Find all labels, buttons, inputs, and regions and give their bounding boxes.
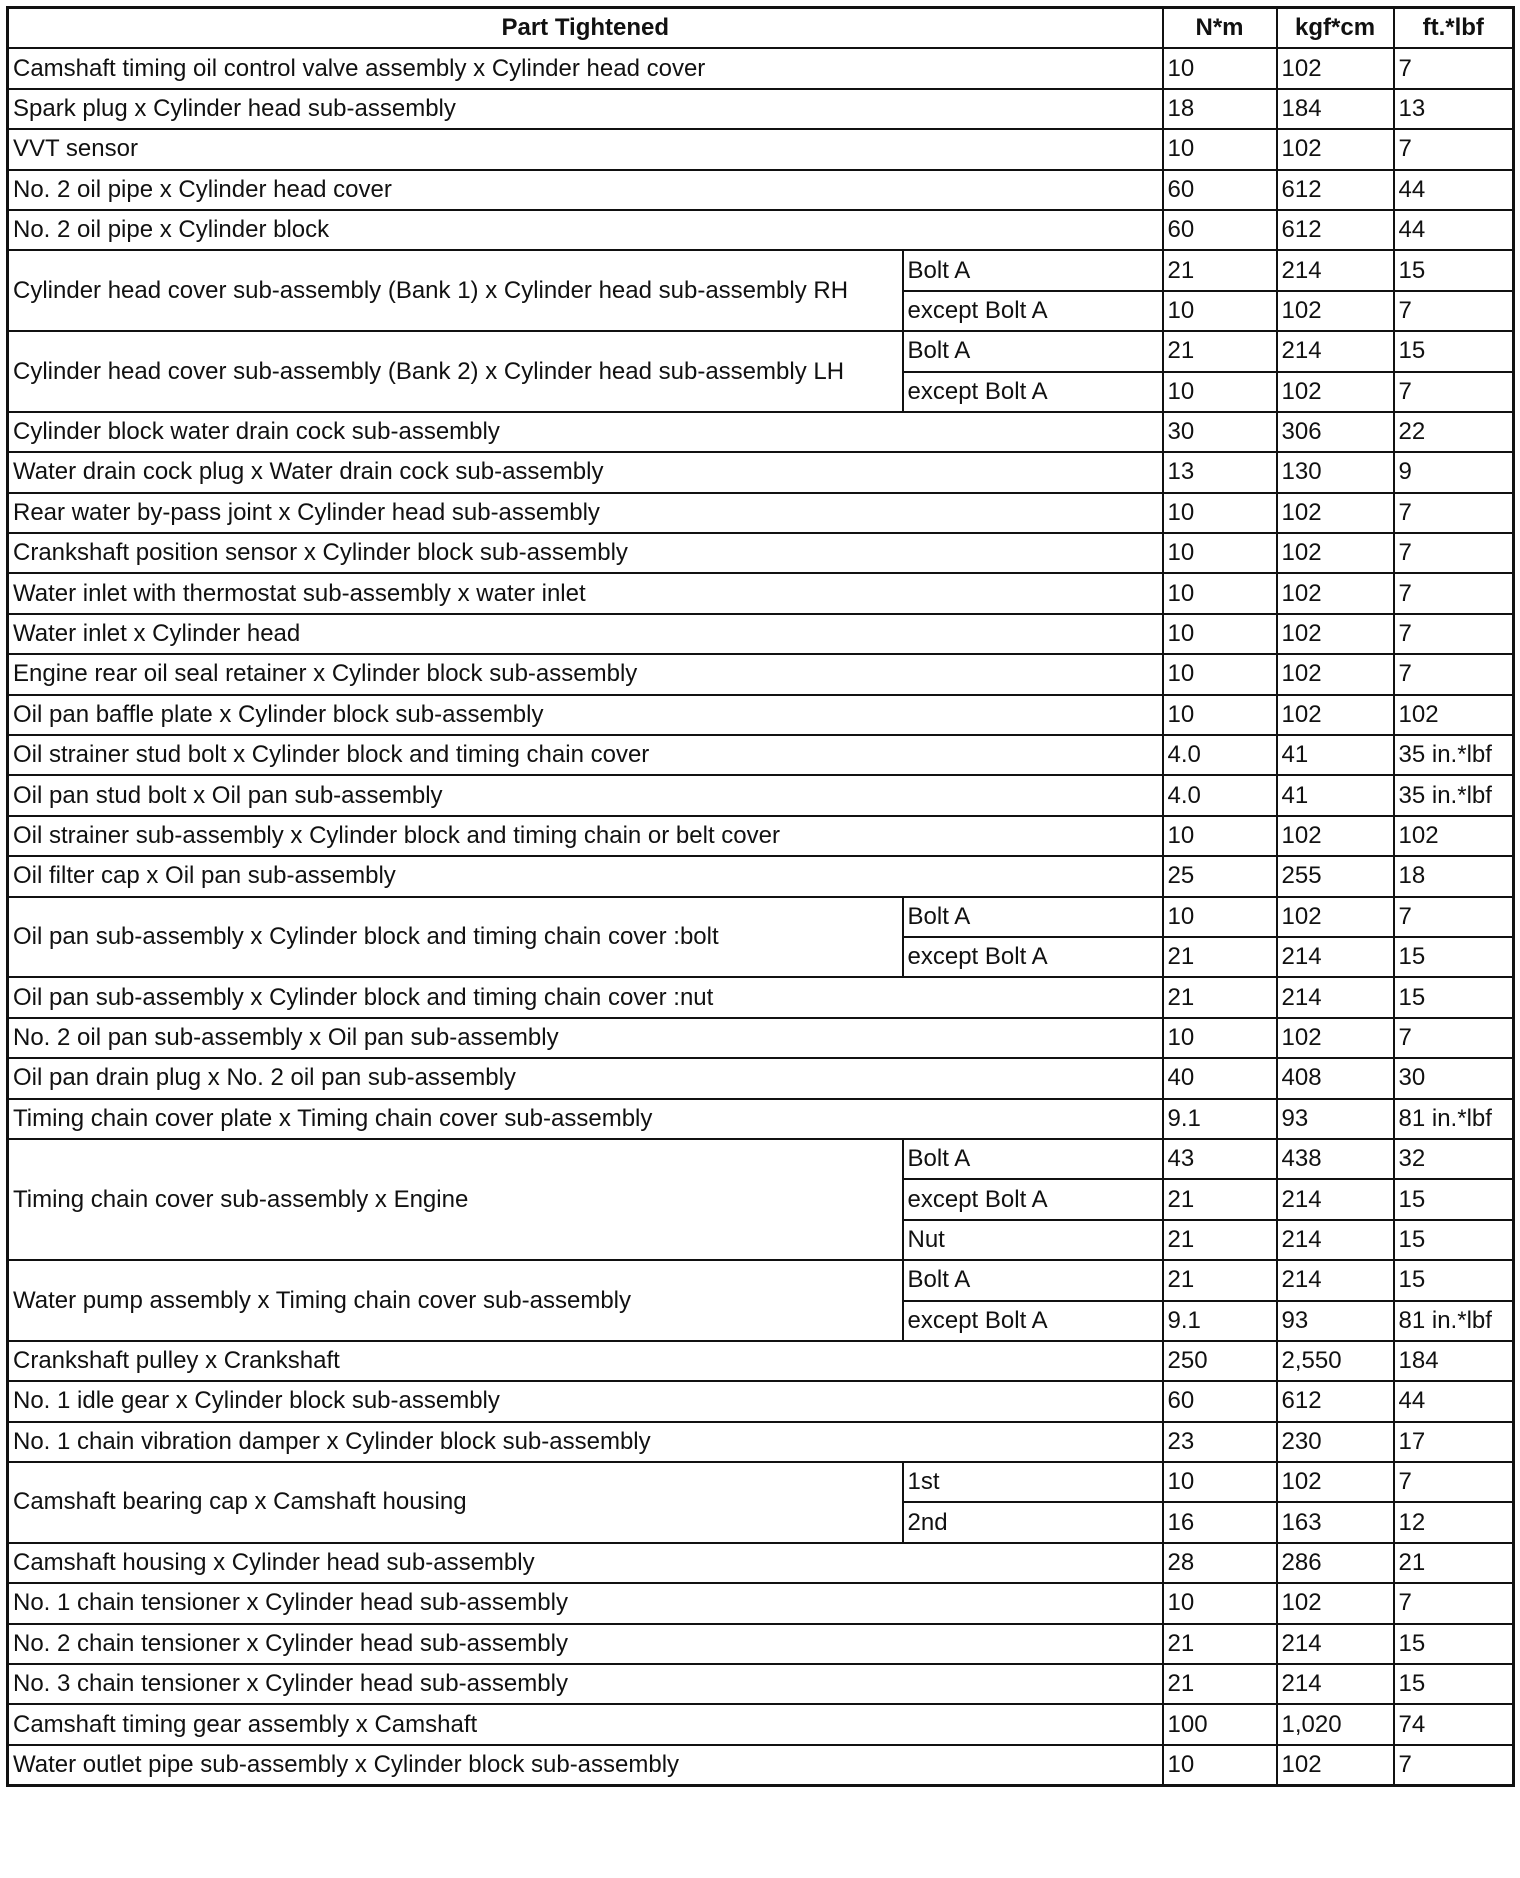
table-row bbox=[8, 1704, 1514, 1744]
part-tightened-cell: No. 2 chain tensioner x Cylinder head sub-assembly bbox=[8, 1624, 1163, 1664]
torque-kgf-cm-cell: 1,020 bbox=[1277, 1704, 1394, 1744]
torque-kgf-cm-cell: 214 bbox=[1277, 1260, 1394, 1300]
torque-kgf-cm-cell: 102 bbox=[1277, 695, 1394, 735]
torque-ft-lbf-cell: 7 bbox=[1394, 897, 1514, 937]
part-tightened-cell: Water pump assembly x Timing chain cover sub-assembly bbox=[8, 1260, 903, 1341]
table-row bbox=[8, 89, 1514, 129]
fastener-condition-cell: except Bolt A bbox=[903, 291, 1163, 331]
table-row bbox=[8, 775, 1514, 815]
torque-nm-cell: 10 bbox=[1163, 372, 1277, 412]
table-row bbox=[8, 1422, 1514, 1462]
torque-nm-cell: 10 bbox=[1163, 291, 1277, 331]
torque-kgf-cm-cell: 41 bbox=[1277, 735, 1394, 775]
torque-kgf-cm-cell: 93 bbox=[1277, 1301, 1394, 1341]
part-tightened-cell: Water outlet pipe sub-assembly x Cylinder block sub-assembly bbox=[8, 1745, 1163, 1786]
torque-nm-cell: 10 bbox=[1163, 1745, 1277, 1786]
torque-ft-lbf-cell: 7 bbox=[1394, 493, 1514, 533]
torque-kgf-cm-cell: 612 bbox=[1277, 170, 1394, 210]
table-row bbox=[8, 170, 1514, 210]
torque-nm-cell: 10 bbox=[1163, 1462, 1277, 1502]
torque-kgf-cm-cell: 438 bbox=[1277, 1139, 1394, 1179]
torque-ft-lbf-cell: 15 bbox=[1394, 1664, 1514, 1704]
part-tightened-cell: Oil pan sub-assembly x Cylinder block and timing chain cover :nut bbox=[8, 977, 1163, 1017]
torque-kgf-cm-cell: 286 bbox=[1277, 1543, 1394, 1583]
torque-kgf-cm-cell: 214 bbox=[1277, 977, 1394, 1017]
part-tightened-cell: VVT sensor bbox=[8, 129, 1163, 169]
torque-kgf-cm-cell: 2,550 bbox=[1277, 1341, 1394, 1381]
table-row bbox=[8, 250, 1514, 290]
fastener-condition-cell: except Bolt A bbox=[903, 1179, 1163, 1219]
part-tightened-cell: Crankshaft pulley x Crankshaft bbox=[8, 1341, 1163, 1381]
torque-nm-cell: 23 bbox=[1163, 1422, 1277, 1462]
torque-ft-lbf-cell: 32 bbox=[1394, 1139, 1514, 1179]
table-row bbox=[8, 1018, 1514, 1058]
torque-kgf-cm-cell: 306 bbox=[1277, 412, 1394, 452]
part-tightened-cell: Rear water by-pass joint x Cylinder head sub-assembly bbox=[8, 493, 1163, 533]
table-row bbox=[8, 856, 1514, 896]
part-tightened-cell: Cylinder block water drain cock sub-assembly bbox=[8, 412, 1163, 452]
torque-ft-lbf-cell: 15 bbox=[1394, 1624, 1514, 1664]
torque-nm-cell: 60 bbox=[1163, 210, 1277, 250]
torque-kgf-cm-cell: 102 bbox=[1277, 48, 1394, 88]
table-row bbox=[8, 1099, 1514, 1139]
part-tightened-cell: Oil pan stud bolt x Oil pan sub-assembly bbox=[8, 775, 1163, 815]
torque-nm-cell: 21 bbox=[1163, 1260, 1277, 1300]
torque-nm-cell: 10 bbox=[1163, 533, 1277, 573]
fastener-condition-cell: Nut bbox=[903, 1220, 1163, 1260]
torque-ft-lbf-cell: 35 in.*lbf bbox=[1394, 735, 1514, 775]
torque-ft-lbf-cell: 9 bbox=[1394, 452, 1514, 492]
table-row bbox=[8, 331, 1514, 371]
table-row bbox=[8, 493, 1514, 533]
torque-nm-cell: 10 bbox=[1163, 614, 1277, 654]
torque-nm-cell: 21 bbox=[1163, 1220, 1277, 1260]
torque-nm-cell: 40 bbox=[1163, 1058, 1277, 1098]
part-tightened-cell: No. 1 idle gear x Cylinder block sub-assembly bbox=[8, 1381, 1163, 1421]
torque-nm-cell: 250 bbox=[1163, 1341, 1277, 1381]
table-row bbox=[8, 1058, 1514, 1098]
torque-kgf-cm-cell: 41 bbox=[1277, 775, 1394, 815]
table-row bbox=[8, 977, 1514, 1017]
torque-kgf-cm-cell: 214 bbox=[1277, 331, 1394, 371]
torque-kgf-cm-cell: 214 bbox=[1277, 250, 1394, 290]
torque-kgf-cm-cell: 102 bbox=[1277, 1745, 1394, 1786]
torque-ft-lbf-cell: 12 bbox=[1394, 1502, 1514, 1542]
torque-ft-lbf-cell: 44 bbox=[1394, 210, 1514, 250]
table-row bbox=[8, 1664, 1514, 1704]
part-tightened-cell: Spark plug x Cylinder head sub-assembly bbox=[8, 89, 1163, 129]
torque-kgf-cm-cell: 214 bbox=[1277, 1624, 1394, 1664]
table-row bbox=[8, 48, 1514, 88]
fastener-condition-cell: Bolt A bbox=[903, 1260, 1163, 1300]
torque-ft-lbf-cell: 30 bbox=[1394, 1058, 1514, 1098]
table-row bbox=[8, 129, 1514, 169]
part-tightened-cell: Camshaft housing x Cylinder head sub-assembly bbox=[8, 1543, 1163, 1583]
torque-kgf-cm-cell: 102 bbox=[1277, 573, 1394, 613]
torque-ft-lbf-cell: 102 bbox=[1394, 695, 1514, 735]
torque-kgf-cm-cell: 93 bbox=[1277, 1099, 1394, 1139]
fastener-condition-cell: Bolt A bbox=[903, 897, 1163, 937]
torque-kgf-cm-cell: 230 bbox=[1277, 1422, 1394, 1462]
torque-kgf-cm-cell: 102 bbox=[1277, 1462, 1394, 1502]
fastener-condition-cell: except Bolt A bbox=[903, 1301, 1163, 1341]
torque-ft-lbf-cell: 7 bbox=[1394, 48, 1514, 88]
torque-nm-cell: 21 bbox=[1163, 1664, 1277, 1704]
torque-nm-cell: 100 bbox=[1163, 1704, 1277, 1744]
torque-ft-lbf-cell: 7 bbox=[1394, 129, 1514, 169]
table-row bbox=[8, 1139, 1514, 1179]
fastener-condition-cell: Bolt A bbox=[903, 331, 1163, 371]
torque-nm-cell: 4.0 bbox=[1163, 735, 1277, 775]
part-tightened-cell: Oil strainer stud bolt x Cylinder block and timing chain cover bbox=[8, 735, 1163, 775]
torque-kgf-cm-cell: 102 bbox=[1277, 654, 1394, 694]
part-tightened-cell: Oil pan drain plug x No. 2 oil pan sub-assembly bbox=[8, 1058, 1163, 1098]
part-tightened-cell: Oil filter cap x Oil pan sub-assembly bbox=[8, 856, 1163, 896]
table-row bbox=[8, 1624, 1514, 1664]
torque-nm-cell: 10 bbox=[1163, 1583, 1277, 1623]
torque-nm-cell: 21 bbox=[1163, 1179, 1277, 1219]
torque-kgf-cm-cell: 102 bbox=[1277, 129, 1394, 169]
torque-ft-lbf-cell: 35 in.*lbf bbox=[1394, 775, 1514, 815]
part-tightened-cell: No. 3 chain tensioner x Cylinder head sub-assembly bbox=[8, 1664, 1163, 1704]
torque-kgf-cm-cell: 102 bbox=[1277, 897, 1394, 937]
table-body bbox=[8, 48, 1514, 1785]
part-tightened-cell: Camshaft timing oil control valve assembly x Cylinder head cover bbox=[8, 48, 1163, 88]
table-row bbox=[8, 210, 1514, 250]
table-row bbox=[8, 1381, 1514, 1421]
torque-nm-cell: 21 bbox=[1163, 1624, 1277, 1664]
torque-nm-cell: 43 bbox=[1163, 1139, 1277, 1179]
torque-kgf-cm-cell: 214 bbox=[1277, 1220, 1394, 1260]
torque-ft-lbf-cell: 7 bbox=[1394, 1462, 1514, 1502]
part-tightened-cell: No. 2 oil pan sub-assembly x Oil pan sub-assembly bbox=[8, 1018, 1163, 1058]
table-row bbox=[8, 1260, 1514, 1300]
part-tightened-cell: Oil pan baffle plate x Cylinder block sub-assembly bbox=[8, 695, 1163, 735]
table-header-row bbox=[8, 8, 1514, 49]
torque-kgf-cm-cell: 184 bbox=[1277, 89, 1394, 129]
table-row bbox=[8, 1462, 1514, 1502]
torque-spec-table-container bbox=[6, 6, 1515, 1787]
torque-nm-cell: 9.1 bbox=[1163, 1099, 1277, 1139]
torque-ft-lbf-cell: 15 bbox=[1394, 250, 1514, 290]
torque-nm-cell: 10 bbox=[1163, 48, 1277, 88]
torque-ft-lbf-cell: 15 bbox=[1394, 1179, 1514, 1219]
torque-nm-cell: 21 bbox=[1163, 250, 1277, 290]
table-row bbox=[8, 1745, 1514, 1786]
part-tightened-cell: Timing chain cover sub-assembly x Engine bbox=[8, 1139, 903, 1260]
table-row bbox=[8, 412, 1514, 452]
part-tightened-cell: Oil pan sub-assembly x Cylinder block and timing chain cover :bolt bbox=[8, 897, 903, 978]
table-row bbox=[8, 695, 1514, 735]
torque-spec-table bbox=[6, 6, 1515, 1787]
torque-ft-lbf-cell: 15 bbox=[1394, 1220, 1514, 1260]
part-tightened-cell: Camshaft bearing cap x Camshaft housing bbox=[8, 1462, 903, 1543]
torque-kgf-cm-cell: 612 bbox=[1277, 1381, 1394, 1421]
torque-ft-lbf-cell: 74 bbox=[1394, 1704, 1514, 1744]
part-tightened-cell: Timing chain cover plate x Timing chain cover sub-assembly bbox=[8, 1099, 1163, 1139]
part-tightened-cell: Water inlet x Cylinder head bbox=[8, 614, 1163, 654]
part-tightened-cell: Water inlet with thermostat sub-assembly x water inlet bbox=[8, 573, 1163, 613]
torque-nm-cell: 13 bbox=[1163, 452, 1277, 492]
torque-ft-lbf-cell: 7 bbox=[1394, 1745, 1514, 1786]
torque-nm-cell: 10 bbox=[1163, 654, 1277, 694]
torque-kgf-cm-cell: 102 bbox=[1277, 372, 1394, 412]
torque-nm-cell: 10 bbox=[1163, 493, 1277, 533]
torque-ft-lbf-cell: 7 bbox=[1394, 533, 1514, 573]
table-row bbox=[8, 816, 1514, 856]
torque-ft-lbf-cell: 7 bbox=[1394, 1583, 1514, 1623]
torque-kgf-cm-cell: 102 bbox=[1277, 1583, 1394, 1623]
torque-ft-lbf-cell: 44 bbox=[1394, 170, 1514, 210]
fastener-condition-cell: 1st bbox=[903, 1462, 1163, 1502]
fastener-condition-cell: except Bolt A bbox=[903, 937, 1163, 977]
header-ft-lbf: ft.*lbf bbox=[1394, 8, 1514, 49]
torque-ft-lbf-cell: 7 bbox=[1394, 1018, 1514, 1058]
table-row bbox=[8, 735, 1514, 775]
torque-nm-cell: 21 bbox=[1163, 937, 1277, 977]
torque-kgf-cm-cell: 612 bbox=[1277, 210, 1394, 250]
part-tightened-cell: No. 2 oil pipe x Cylinder block bbox=[8, 210, 1163, 250]
torque-nm-cell: 60 bbox=[1163, 1381, 1277, 1421]
torque-ft-lbf-cell: 44 bbox=[1394, 1381, 1514, 1421]
torque-nm-cell: 10 bbox=[1163, 695, 1277, 735]
torque-nm-cell: 10 bbox=[1163, 129, 1277, 169]
torque-ft-lbf-cell: 15 bbox=[1394, 937, 1514, 977]
torque-nm-cell: 21 bbox=[1163, 977, 1277, 1017]
torque-ft-lbf-cell: 15 bbox=[1394, 1260, 1514, 1300]
header-kgf-cm: kgf*cm bbox=[1277, 8, 1394, 49]
table-row bbox=[8, 452, 1514, 492]
torque-ft-lbf-cell: 7 bbox=[1394, 291, 1514, 331]
torque-ft-lbf-cell: 22 bbox=[1394, 412, 1514, 452]
table-row bbox=[8, 573, 1514, 613]
torque-nm-cell: 60 bbox=[1163, 170, 1277, 210]
torque-nm-cell: 9.1 bbox=[1163, 1301, 1277, 1341]
torque-nm-cell: 16 bbox=[1163, 1502, 1277, 1542]
torque-ft-lbf-cell: 15 bbox=[1394, 977, 1514, 1017]
torque-nm-cell: 10 bbox=[1163, 897, 1277, 937]
part-tightened-cell: No. 2 oil pipe x Cylinder head cover bbox=[8, 170, 1163, 210]
torque-nm-cell: 25 bbox=[1163, 856, 1277, 896]
torque-ft-lbf-cell: 184 bbox=[1394, 1341, 1514, 1381]
torque-ft-lbf-cell: 18 bbox=[1394, 856, 1514, 896]
torque-ft-lbf-cell: 81 in.*lbf bbox=[1394, 1099, 1514, 1139]
fastener-condition-cell: except Bolt A bbox=[903, 372, 1163, 412]
torque-ft-lbf-cell: 15 bbox=[1394, 331, 1514, 371]
part-tightened-cell: Cylinder head cover sub-assembly (Bank 1) x Cylinder head sub-assembly RH bbox=[8, 250, 903, 331]
torque-nm-cell: 10 bbox=[1163, 1018, 1277, 1058]
table-row bbox=[8, 897, 1514, 937]
table-row bbox=[8, 654, 1514, 694]
torque-kgf-cm-cell: 102 bbox=[1277, 493, 1394, 533]
part-tightened-cell: No. 1 chain tensioner x Cylinder head sub-assembly bbox=[8, 1583, 1163, 1623]
torque-kgf-cm-cell: 408 bbox=[1277, 1058, 1394, 1098]
torque-ft-lbf-cell: 7 bbox=[1394, 573, 1514, 613]
torque-kgf-cm-cell: 214 bbox=[1277, 937, 1394, 977]
part-tightened-cell: Water drain cock plug x Water drain cock sub-assembly bbox=[8, 452, 1163, 492]
fastener-condition-cell: Bolt A bbox=[903, 250, 1163, 290]
torque-nm-cell: 10 bbox=[1163, 816, 1277, 856]
part-tightened-cell: Crankshaft position sensor x Cylinder block sub-assembly bbox=[8, 533, 1163, 573]
torque-nm-cell: 18 bbox=[1163, 89, 1277, 129]
torque-ft-lbf-cell: 7 bbox=[1394, 614, 1514, 654]
torque-nm-cell: 4.0 bbox=[1163, 775, 1277, 815]
part-tightened-cell: Camshaft timing gear assembly x Camshaft bbox=[8, 1704, 1163, 1744]
part-tightened-cell: No. 1 chain vibration damper x Cylinder block sub-assembly bbox=[8, 1422, 1163, 1462]
part-tightened-cell: Oil strainer sub-assembly x Cylinder block and timing chain or belt cover bbox=[8, 816, 1163, 856]
table-row bbox=[8, 614, 1514, 654]
torque-kgf-cm-cell: 102 bbox=[1277, 614, 1394, 654]
torque-kgf-cm-cell: 255 bbox=[1277, 856, 1394, 896]
part-tightened-cell: Cylinder head cover sub-assembly (Bank 2) x Cylinder head sub-assembly LH bbox=[8, 331, 903, 412]
torque-ft-lbf-cell: 7 bbox=[1394, 372, 1514, 412]
fastener-condition-cell: Bolt A bbox=[903, 1139, 1163, 1179]
torque-kgf-cm-cell: 214 bbox=[1277, 1664, 1394, 1704]
table-row bbox=[8, 1341, 1514, 1381]
table-row bbox=[8, 533, 1514, 573]
torque-ft-lbf-cell: 17 bbox=[1394, 1422, 1514, 1462]
torque-ft-lbf-cell: 21 bbox=[1394, 1543, 1514, 1583]
torque-nm-cell: 21 bbox=[1163, 331, 1277, 371]
torque-ft-lbf-cell: 81 in.*lbf bbox=[1394, 1301, 1514, 1341]
header-nm: N*m bbox=[1163, 8, 1277, 49]
torque-kgf-cm-cell: 102 bbox=[1277, 291, 1394, 331]
table-row bbox=[8, 1583, 1514, 1623]
torque-kgf-cm-cell: 214 bbox=[1277, 1179, 1394, 1219]
torque-ft-lbf-cell: 7 bbox=[1394, 654, 1514, 694]
torque-nm-cell: 10 bbox=[1163, 573, 1277, 613]
torque-nm-cell: 28 bbox=[1163, 1543, 1277, 1583]
torque-kgf-cm-cell: 130 bbox=[1277, 452, 1394, 492]
fastener-condition-cell: 2nd bbox=[903, 1502, 1163, 1542]
torque-nm-cell: 30 bbox=[1163, 412, 1277, 452]
header-part-tightened: Part Tightened bbox=[8, 8, 1163, 49]
part-tightened-cell: Engine rear oil seal retainer x Cylinder block sub-assembly bbox=[8, 654, 1163, 694]
torque-kgf-cm-cell: 163 bbox=[1277, 1502, 1394, 1542]
table-row bbox=[8, 1543, 1514, 1583]
torque-kgf-cm-cell: 102 bbox=[1277, 816, 1394, 856]
torque-ft-lbf-cell: 102 bbox=[1394, 816, 1514, 856]
torque-ft-lbf-cell: 13 bbox=[1394, 89, 1514, 129]
torque-kgf-cm-cell: 102 bbox=[1277, 1018, 1394, 1058]
torque-kgf-cm-cell: 102 bbox=[1277, 533, 1394, 573]
